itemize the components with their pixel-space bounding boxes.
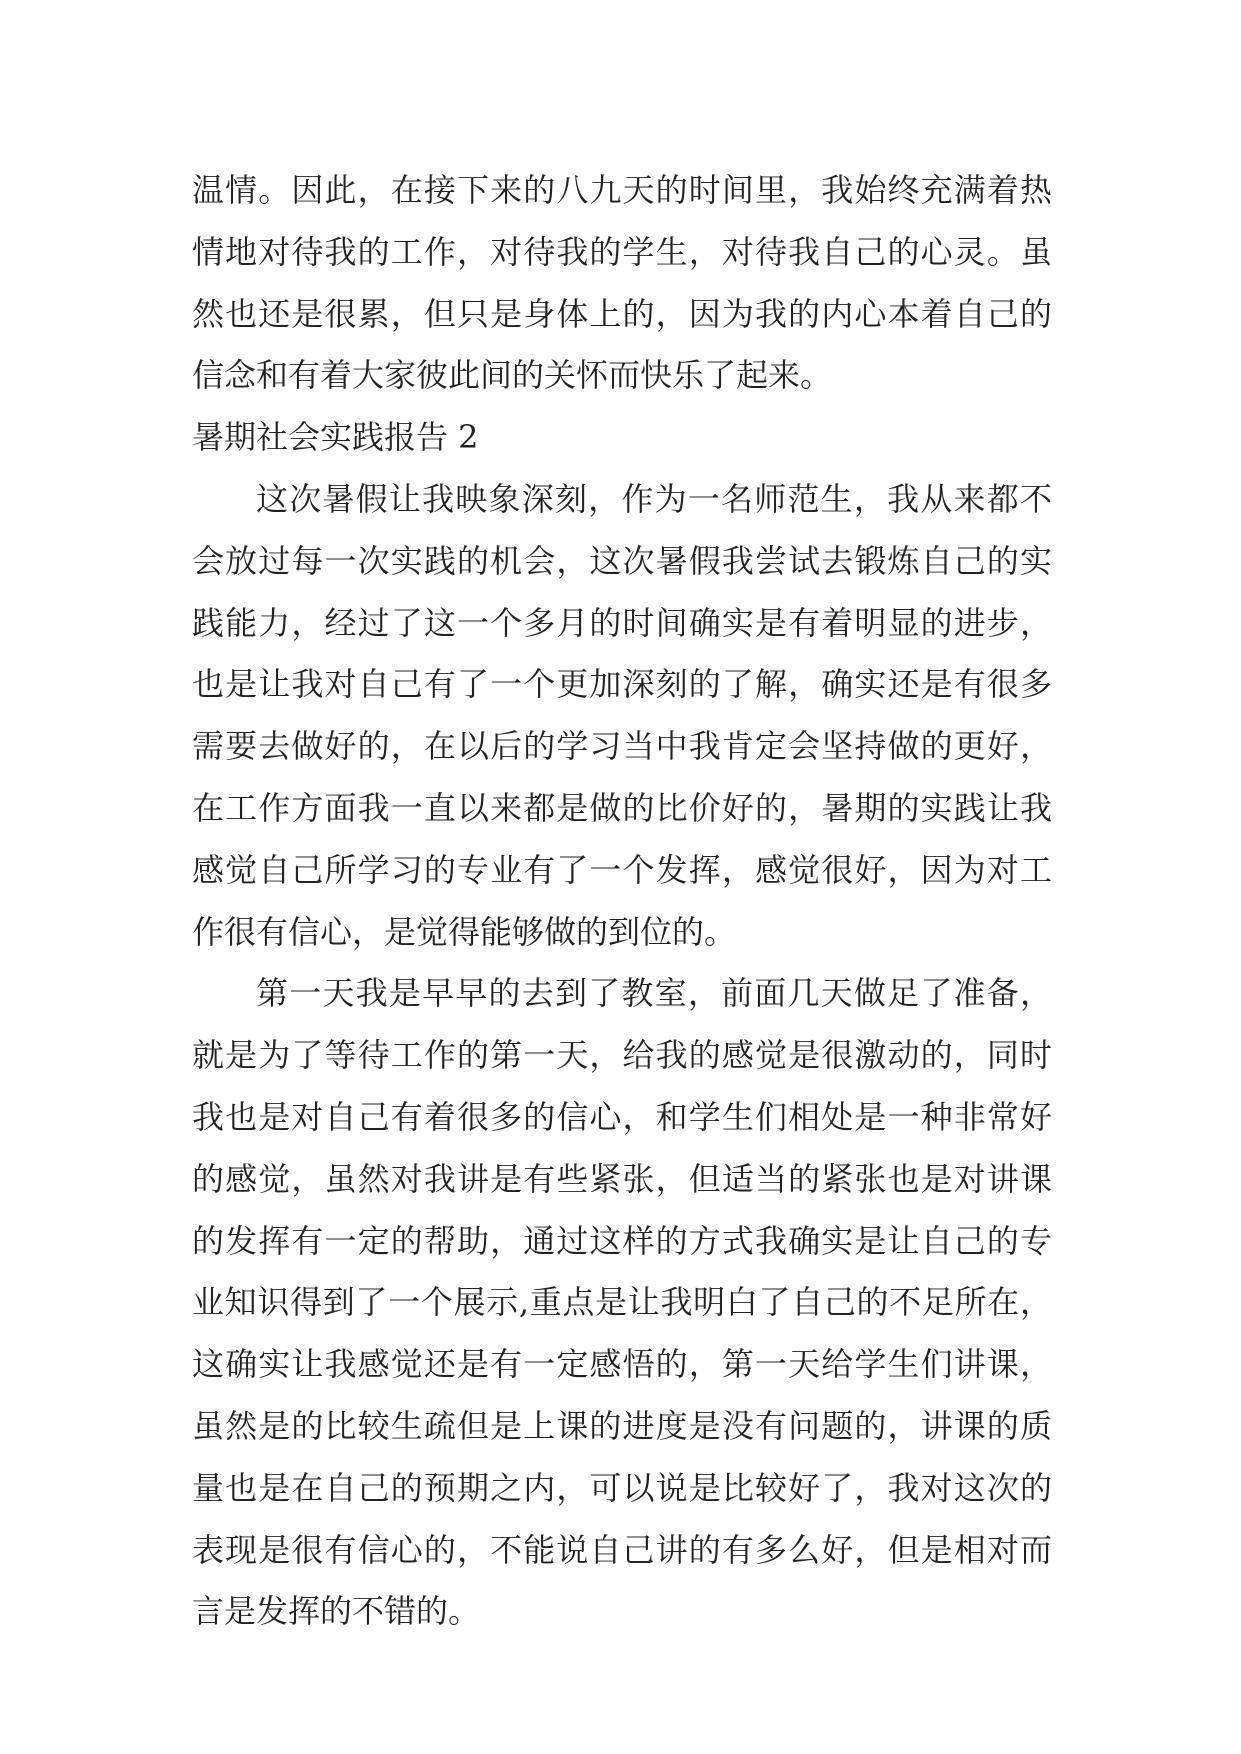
text-line: 就是为了等待工作的第一天，给我的感觉是很激动的，同时: [192, 1036, 1052, 1075]
text-line: 信念和有着大家彼此间的关怀而快乐了起来。: [192, 356, 833, 395]
text-line: 会放过每一次实践的机会，这次暑假我尝试去锻炼自己的实: [192, 541, 1052, 580]
continuation-paragraph: [192, 160, 1052, 407]
text-line: 践能力，经过了这一个多月的时间确实是有着明显的进步，: [192, 603, 1052, 642]
text-line: 我也是对自己有着很多的信心，和学生们相处是一种非常好: [192, 1097, 1052, 1136]
text-line: 的发挥有一定的帮助，通过这样的方式我确实是让自己的专: [192, 1221, 1052, 1260]
paragraph-1: [192, 469, 1052, 963]
text-line: 在工作方面我一直以来都是做的比价好的，暑期的实践让我: [192, 788, 1052, 827]
document-body: [192, 160, 1052, 1643]
text-line: 情地对待我的工作，对待我的学生，对待我自己的心灵。虽: [192, 232, 1052, 271]
text-line: 的感觉，虽然对我讲是有些紧张，但适当的紧张也是对讲课: [192, 1159, 1052, 1198]
text-line: 虽然是的比较生疏但是上课的进度是没有问题的，讲课的质: [192, 1406, 1052, 1445]
text-line: 这次暑假让我映象深刻，作为一名师范生，我从来都不: [256, 479, 1052, 518]
text-line: 需要去做好的，在以后的学习当中我肯定会坚持做的更好，: [192, 727, 1052, 766]
text-line: 量也是在自己的预期之内，可以说是比较好了，我对这次的: [192, 1468, 1052, 1507]
text-line: 温情。因此，在接下来的八九天的时间里，我始终充满着热: [192, 171, 1052, 209]
text-line: 也是让我对自己有了一个更加深刻的了解，确实还是有很多: [192, 665, 1052, 704]
text-line: 然也还是很累，但只是身体上的，因为我的内心本着自己的: [192, 294, 1052, 333]
text-line: 作很有信心，是觉得能够做的到位的。: [192, 912, 737, 951]
text-line: 这确实让我感觉还是有一定感悟的，第一天给学生们讲课，: [192, 1345, 1052, 1384]
text-line: 业知识得到了一个展示,重点是让我明白了自己的不足所在，: [192, 1283, 1052, 1322]
paragraph-2: [192, 963, 1052, 1643]
text-line: 第一天我是早早的去到了教室，前面几天做足了准备，: [256, 974, 1052, 1013]
section-title: 暑期社会实践报告 2: [192, 418, 479, 457]
text-line: 感觉自己所学习的专业有了一个发挥，感觉很好，因为对工: [192, 850, 1052, 889]
text-line: 表现是很有信心的，不能说自己讲的有多么好，但是相对而: [192, 1530, 1052, 1569]
text-line: 言是发挥的不错的。: [192, 1592, 481, 1631]
